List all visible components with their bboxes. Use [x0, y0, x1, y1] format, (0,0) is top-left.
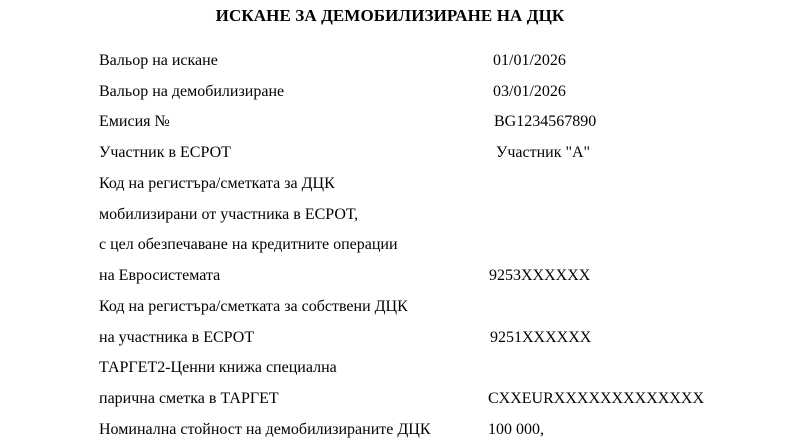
mobilized-account-label-line-4: на Евросистемата: [99, 267, 221, 284]
issue-number-label: Емисия №: [99, 113, 170, 130]
target-account-label-line-2: парична сметка в ТАРГЕТ: [99, 390, 279, 407]
value-date-value: 01/01/2026: [493, 52, 566, 69]
issue-number-value: BG1234567890: [494, 113, 597, 130]
mobilized-account-label-line-2: мобилизирани от участника в ЕСРОТ,: [99, 206, 359, 223]
target-account-value: CXXEURXXXXXXXXXXXXX: [488, 390, 704, 407]
mobilized-account-value: 9253XXXXXX: [489, 267, 591, 284]
mobilized-account-label-line-3: с цел обезпечаване на кредитните операции: [99, 236, 398, 253]
participant-value: Участник "А": [496, 144, 591, 161]
own-account-label-line-1: Код на регистъра/сметката за собствени ДЦК: [99, 298, 408, 315]
value-date-label: Вальор на искане: [99, 52, 218, 69]
target-account-label-line-1: ТАРГЕТ2-Ценни книжа специална: [99, 359, 337, 376]
mobilized-account-label-line-1: Код на регистъра/сметката за ДЦК: [99, 175, 335, 192]
nominal-value-value: 100 000,: [488, 421, 544, 438]
nominal-value-label: Номинална стойност на демобилизираните ДЦК: [99, 421, 431, 438]
participant-label: Участник в ЕСРОТ: [99, 144, 231, 161]
own-account-value: 9251XXXXXX: [490, 329, 592, 346]
demobilization-date-label: Вальор на демобилизиране: [99, 83, 285, 100]
own-account-label-line-2: на участника в ЕСРОТ: [99, 329, 255, 346]
demobilization-date-value: 03/01/2026: [493, 83, 566, 100]
document-title: ИСКАНЕ ЗА ДЕМОБИЛИЗИРАНЕ НА ДЦК: [215, 6, 565, 25]
